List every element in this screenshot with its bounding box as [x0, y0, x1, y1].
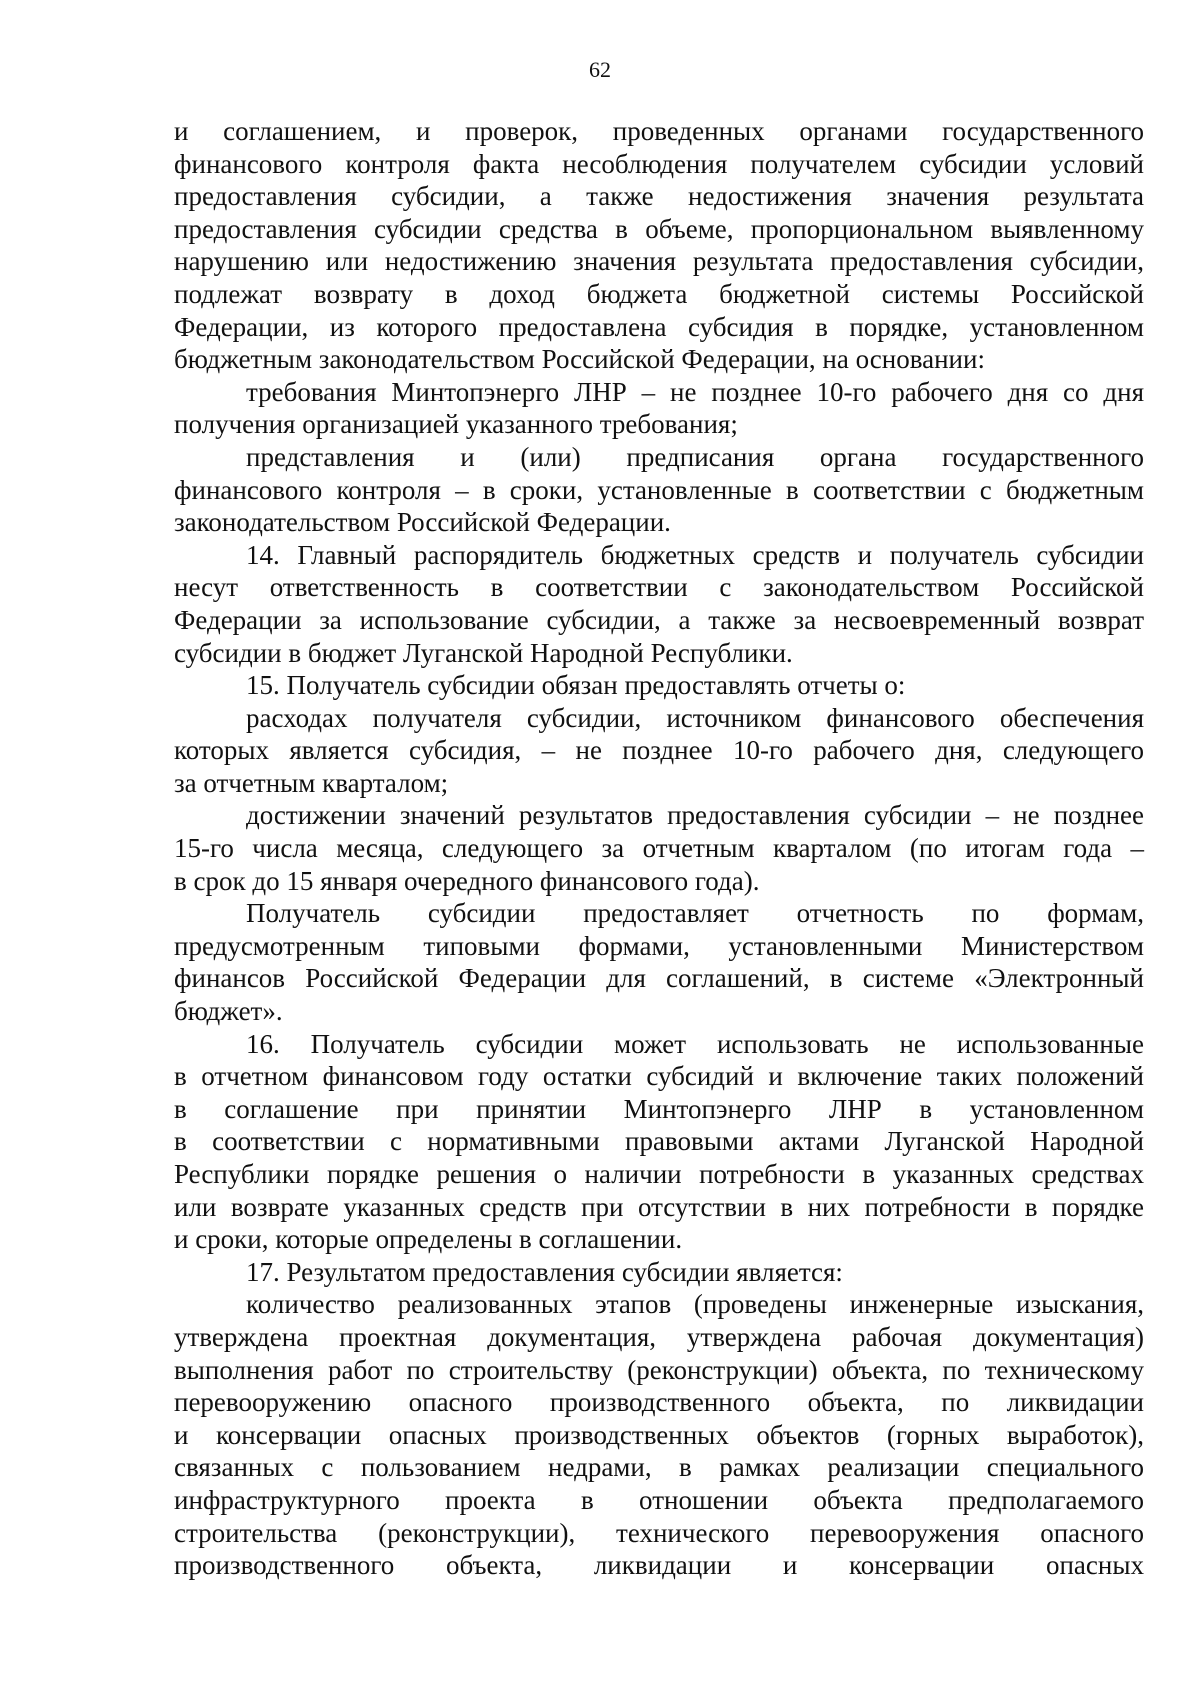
text-line: нарушению или недостижению значения результата предоставления субсидии,: [174, 246, 1144, 277]
text-line: или возврате указанных средств при отсутствии в них потребности в порядке: [174, 1191, 1144, 1222]
text-line: количество реализованных этапов (проведены инженерные изыскания,: [246, 1289, 1144, 1320]
text-line: в срок до 15 января очередного финансового года).: [174, 865, 760, 896]
text-line: 17. Результатом предоставления субсидии является:: [246, 1256, 843, 1287]
text-line: Федерации, из которого предоставлена субсидия в порядке, установленном: [174, 311, 1144, 342]
text-line: требования Минтопэнерго ЛНР – не позднее 10-го рабочего дня со дня: [246, 376, 1144, 407]
text-line: производственного объекта, ликвидации и консервации опасных: [174, 1550, 1144, 1581]
text-line: предоставления субсидии средства в объеме, пропорциональном выявленному: [174, 213, 1144, 244]
page-number: 62: [589, 57, 611, 82]
text-line: представления и (или) предписания органа государственного: [246, 441, 1144, 472]
text-line: расходах получателя субсидии, источником финансового обеспечения: [246, 702, 1144, 733]
text-line: и консервации опасных производственных объектов (горных выработок),: [174, 1419, 1144, 1450]
text-line: финансового контроля – в сроки, установленные в соответствии с бюджетным: [174, 474, 1144, 505]
text-line: подлежат возврату в доход бюджета бюджетной системы Российской: [174, 278, 1144, 309]
text-line: выполнения работ по строительству (реконструкции) объекта, по техническому: [174, 1354, 1144, 1385]
text-line: бюджетным законодательством Российской Федерации, на основании:: [174, 344, 985, 375]
text-line: финансового контроля факта несоблюдения получателем субсидии условий: [174, 148, 1144, 179]
document-body: [174, 115, 1144, 1582]
text-line: утверждена проектная документация, утверждена рабочая документация): [174, 1321, 1144, 1352]
text-line: и сроки, которые определены в соглашении.: [174, 1224, 683, 1255]
text-line: Республики порядке решения о наличии потребности в указанных средствах: [174, 1159, 1144, 1189]
text-line: законодательством Российской Федерации.: [174, 507, 671, 538]
text-line: связанных с пользованием недрами, в рамках реализации специального: [174, 1452, 1144, 1483]
text-line: предусмотренным типовыми формами, установленными Министерством: [174, 930, 1144, 961]
text-line: в соглашение при принятии Минтопэнерго ЛНР в установленном: [174, 1093, 1144, 1124]
text-line: получения организацией указанного требования;: [174, 409, 738, 440]
text-line: 15-го числа месяца, следующего за отчетным кварталом (по итогам года –: [174, 833, 1144, 864]
text-line: перевооружению опасного производственного объекта, по ликвидации: [174, 1387, 1144, 1418]
text-line: Федерации за использование субсидии, а также за несвоевременный возврат: [174, 604, 1144, 635]
text-line: в отчетном финансовом году остатки субсидий и включение таких положений: [174, 1061, 1144, 1092]
text-line: достижении значений результатов предоставления субсидии – не позднее: [246, 800, 1144, 831]
text-line: 14. Главный распорядитель бюджетных средств и получатель субсидии: [246, 539, 1144, 570]
text-line: несут ответственность в соответствии с законодательством Российской: [174, 572, 1144, 603]
text-line: 15. Получатель субсидии обязан предоставлять отчеты о:: [246, 670, 906, 701]
text-line: в соответствии с нормативными правовыми актами Луганской Народной: [174, 1126, 1144, 1157]
text-line: Получатель субсидии предоставляет отчетность по формам,: [246, 898, 1144, 929]
text-line: инфраструктурного проекта в отношении объекта предполагаемого: [174, 1484, 1144, 1515]
text-line: бюджет».: [174, 996, 283, 1027]
text-line: и соглашением, и проверок, проведенных органами государственного: [174, 116, 1144, 146]
text-line: предоставления субсидии, а также недостижения значения результата: [174, 181, 1144, 212]
text-line: за отчетным кварталом;: [174, 767, 449, 798]
text-line: субсидии в бюджет Луганской Народной Республики.: [174, 637, 793, 668]
text-line: строительства (реконструкции), технического перевооружения опасного: [174, 1517, 1144, 1548]
text-line: которых является субсидия, – не позднее 10-го рабочего дня, следующего: [174, 735, 1144, 766]
text-line: финансов Российской Федерации для соглашений, в системе «Электронный: [174, 963, 1144, 994]
text-line: 16. Получатель субсидии может использовать не использованные: [246, 1028, 1144, 1059]
